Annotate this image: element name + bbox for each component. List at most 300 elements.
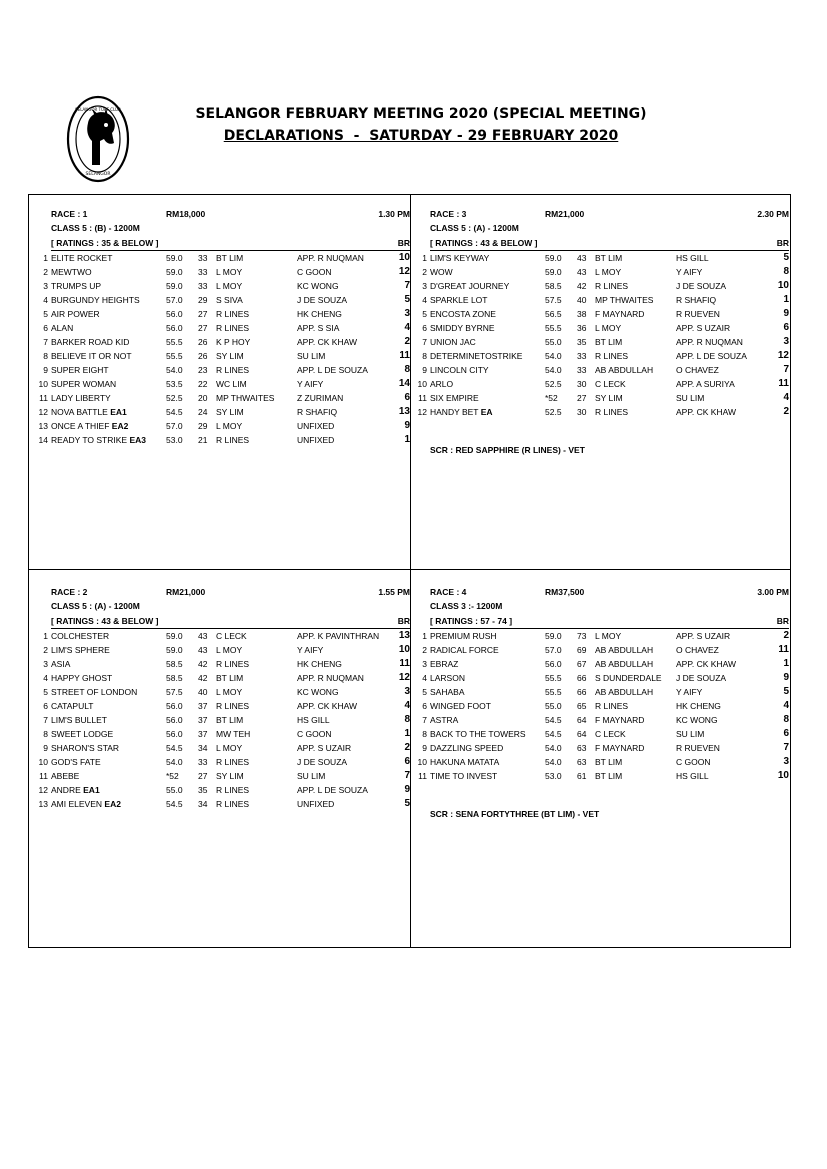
horse-name <box>430 265 453 279</box>
trainer-name: WC LIM <box>216 379 247 389</box>
barrier-number: 5 <box>404 798 410 809</box>
jockey-name: APP. L DE SOUZA <box>297 785 368 795</box>
runner-number: 9 <box>422 743 427 753</box>
race-prize: RM21,000 <box>545 209 585 219</box>
jockey-name: APP. S SIA <box>297 323 340 333</box>
runner-number: 1 <box>43 253 48 263</box>
runner-rating: 30 <box>577 379 587 389</box>
runner-rating: 37 <box>198 715 208 725</box>
jockey-name: SU LIM <box>676 729 705 739</box>
barrier-number: 8 <box>404 364 410 375</box>
barrier-number: 4 <box>404 700 410 711</box>
trainer-name: BT LIM <box>595 337 623 347</box>
horse-name-text: SWEET LODGE <box>51 729 114 739</box>
race-time: 1.30 PM <box>378 209 410 219</box>
runner-weight: 57.0 <box>166 295 183 305</box>
horse-name <box>51 741 119 755</box>
barrier-number: 1 <box>783 658 789 669</box>
jockey-name: APP. S UZAIR <box>676 323 731 333</box>
trainer-name: R LINES <box>595 351 629 361</box>
horse-name <box>51 699 94 713</box>
barrier-number: 9 <box>783 308 789 319</box>
horse-name <box>51 727 113 741</box>
horse-name <box>430 741 503 755</box>
runner-rating: 66 <box>577 673 587 683</box>
horse-name <box>51 657 70 671</box>
trainer-name: F MAYNARD <box>595 715 645 725</box>
runner-number: 10 <box>417 379 427 389</box>
horse-name-text: ASIA <box>51 659 71 669</box>
barrier-number: 5 <box>783 252 789 263</box>
trainer-name: BT LIM <box>595 253 623 263</box>
barrier-number: 6 <box>783 728 789 739</box>
runner-rating: 43 <box>198 631 208 641</box>
race-number: RACE : 2 <box>51 587 88 597</box>
emergency-tag: EA2 <box>111 421 129 431</box>
barrier-number: 8 <box>404 714 410 725</box>
jockey-name: C GOON <box>676 757 711 767</box>
runner-row <box>38 377 410 391</box>
barrier-number: 11 <box>399 658 410 669</box>
runner-row <box>417 727 789 741</box>
horse-name <box>430 713 458 727</box>
trainer-name: AB ABDULLAH <box>595 687 654 697</box>
horse-name <box>51 783 100 797</box>
jockey-name: Y AIFY <box>297 645 324 655</box>
horse-name <box>430 391 479 405</box>
scratching-note: SCR : SENA FORTYTHREE (BT LIM) - VET <box>430 809 600 819</box>
runner-weight: 59.0 <box>545 253 562 263</box>
barrier-number: 2 <box>783 406 789 417</box>
trainer-name: R LINES <box>216 701 250 711</box>
barrier-number: 8 <box>783 266 789 277</box>
runner-rating: 64 <box>577 729 587 739</box>
runner-number: 10 <box>38 379 48 389</box>
runner-weight: 57.0 <box>545 645 562 655</box>
horse-name-text: GOD'S FATE <box>51 757 101 767</box>
barrier-header: BR <box>776 616 789 626</box>
trainer-name: SY LIM <box>595 393 623 403</box>
runner-row <box>417 685 789 699</box>
race-header <box>417 587 789 601</box>
runner-number: 2 <box>43 645 48 655</box>
jockey-name: APP. L DE SOUZA <box>676 351 747 361</box>
runner-rating: 69 <box>577 645 587 655</box>
runner-rating: 67 <box>577 659 587 669</box>
trainer-name: MP THWAITES <box>216 393 275 403</box>
runner-rating: 27 <box>198 309 208 319</box>
race-class: CLASS 5 : (A) - 1200M <box>430 223 519 233</box>
runner-number: 9 <box>43 365 48 375</box>
runner-row <box>417 349 789 363</box>
runner-number: 1 <box>422 253 427 263</box>
runner-weight: 54.5 <box>166 799 183 809</box>
horse-name-text: ARLO <box>430 379 454 389</box>
barrier-number: 3 <box>404 686 410 697</box>
runner-row <box>38 755 410 769</box>
runner-row <box>38 251 410 265</box>
barrier-number: 10 <box>777 280 789 291</box>
horse-name-text: CATAPULT <box>51 701 94 711</box>
runner-rating: 22 <box>198 379 208 389</box>
jockey-name: C GOON <box>297 267 332 277</box>
runner-row <box>38 685 410 699</box>
barrier-number: 7 <box>783 742 789 753</box>
runner-rating: 43 <box>577 253 587 263</box>
barrier-number: 12 <box>398 672 410 683</box>
horse-name <box>430 251 489 265</box>
runner-row <box>417 251 789 265</box>
runner-row <box>417 741 789 755</box>
horse-name-text: TIME TO INVEST <box>430 771 498 781</box>
horse-name <box>51 265 92 279</box>
jockey-name: J DE SOUZA <box>297 757 348 767</box>
horse-name <box>430 755 499 769</box>
race-class: CLASS 5 : (B) - 1200M <box>51 223 140 233</box>
horse-name <box>51 279 101 293</box>
runner-row <box>417 405 789 419</box>
trainer-name: F MAYNARD <box>595 743 645 753</box>
runner-rating: 40 <box>577 295 587 305</box>
runner-weight: 54.0 <box>545 351 562 361</box>
jockey-name: APP. R NUQMAN <box>297 253 364 263</box>
race-number: RACE : 4 <box>430 587 467 597</box>
runner-row <box>38 657 410 671</box>
runner-number: 11 <box>39 771 48 781</box>
trainer-name: L MOY <box>216 743 243 753</box>
runner-number: 3 <box>422 281 427 291</box>
runner-weight: 54.0 <box>545 743 562 753</box>
barrier-number: 14 <box>398 378 410 389</box>
trainer-name: SY LIM <box>216 407 244 417</box>
horse-name-text: HAPPY GHOST <box>51 673 113 683</box>
runner-rating: 63 <box>577 757 587 767</box>
horse-name-text: MEWTWO <box>51 267 92 277</box>
runner-row <box>38 293 410 307</box>
runner-number: 2 <box>422 267 427 277</box>
horse-name-text: ASTRA <box>430 715 459 725</box>
runner-rating: 37 <box>198 729 208 739</box>
trainer-name: L MOY <box>595 323 622 333</box>
race-time: 1.55 PM <box>378 587 410 597</box>
runner-row <box>417 713 789 727</box>
jockey-name: APP. K PAVINTHRAN <box>297 631 380 641</box>
jockey-name: Y AIFY <box>297 379 324 389</box>
horse-name <box>51 797 121 811</box>
runner-number: 8 <box>43 351 48 361</box>
horse-name-text: HANDY BET <box>430 407 479 417</box>
barrier-number: 7 <box>783 364 789 375</box>
logo-text-top: SELANGOR TURF CLUB <box>75 107 121 112</box>
runner-weight: 56.0 <box>166 729 183 739</box>
runner-row <box>38 405 410 419</box>
race-header <box>38 209 410 223</box>
jockey-name: APP. CK KHAW <box>676 407 736 417</box>
race-class: CLASS 5 : (A) - 1200M <box>51 601 140 611</box>
trainer-name: R LINES <box>216 659 250 669</box>
runner-number: 7 <box>422 337 427 347</box>
horse-name <box>51 307 100 321</box>
barrier-number: 6 <box>404 392 410 403</box>
runner-rating: 38 <box>577 309 587 319</box>
horse-name-text: ANDRE <box>51 785 81 795</box>
runner-weight: *52 <box>545 393 558 403</box>
horse-name <box>51 363 109 377</box>
horse-name-text: LIM'S BULLET <box>51 715 107 725</box>
runner-number: 6 <box>43 323 48 333</box>
barrier-number: 1 <box>404 728 410 739</box>
horse-name <box>51 713 107 727</box>
scratching-note: SCR : RED SAPPHIRE (R LINES) - VET <box>430 445 585 455</box>
runner-number: 9 <box>422 365 427 375</box>
runner-row <box>417 377 789 391</box>
horse-name-text: LARSON <box>430 673 465 683</box>
race-class: CLASS 3 :- 1200M <box>430 601 503 611</box>
horse-name-text: SMIDDY BYRNE <box>430 323 495 333</box>
trainer-name: L MOY <box>595 631 622 641</box>
horse-name-text: BELIEVE IT OR NOT <box>51 351 132 361</box>
runner-weight: 54.5 <box>545 729 562 739</box>
runner-weight: 56.5 <box>545 309 562 319</box>
emergency-tag: EA1 <box>83 785 100 795</box>
runner-row <box>38 307 410 321</box>
horse-name-text: LADY LIBERTY <box>51 393 111 403</box>
runner-row <box>38 335 410 349</box>
trainer-name: BT LIM <box>216 253 244 263</box>
race-time: 3.00 PM <box>757 587 789 597</box>
jockey-name: R SHAFIQ <box>297 407 338 417</box>
runner-rating: 26 <box>198 351 208 361</box>
horse-name-text: DETERMINETOSTRIKE <box>430 351 523 361</box>
horse-name <box>51 643 110 657</box>
barrier-number: 1 <box>404 434 410 445</box>
runner-row <box>38 699 410 713</box>
runner-row <box>417 671 789 685</box>
trainer-name: R LINES <box>595 281 629 291</box>
runner-number: 8 <box>422 729 427 739</box>
runner-number: 10 <box>38 757 48 767</box>
race-block <box>417 587 789 819</box>
trainer-name: BT LIM <box>595 771 623 781</box>
runner-rating: 33 <box>198 253 208 263</box>
race-ratings: [ RATINGS : 57 - 74 ] <box>430 616 513 626</box>
runner-weight: 54.0 <box>545 757 562 767</box>
race-block <box>38 587 410 811</box>
runner-rating: 33 <box>198 281 208 291</box>
barrier-number: 11 <box>399 350 410 361</box>
runner-number: 7 <box>422 715 427 725</box>
runner-row <box>417 335 789 349</box>
jockey-name: HS GILL <box>676 253 709 263</box>
jockey-name: HS GILL <box>676 771 709 781</box>
horse-name-text: WINGED FOOT <box>430 701 491 711</box>
jockey-name: APP. CK KHAW <box>297 701 357 711</box>
horse-name <box>430 629 497 643</box>
barrier-number: 9 <box>783 672 789 683</box>
trainer-name: BT LIM <box>216 715 244 725</box>
jockey-name: Z ZURIMAN <box>297 393 344 403</box>
horse-name <box>430 377 453 391</box>
runner-number: 8 <box>43 729 48 739</box>
runner-rating: 29 <box>198 421 208 431</box>
barrier-number: 3 <box>404 308 410 319</box>
race-prize: RM18,000 <box>166 209 206 219</box>
barrier-number: 11 <box>778 378 789 389</box>
jockey-name: C GOON <box>297 729 332 739</box>
horse-name-text: LIM'S SPHERE <box>51 645 110 655</box>
runner-rating: 29 <box>198 295 208 305</box>
runner-number: 5 <box>43 687 48 697</box>
trainer-name: F MAYNARD <box>595 309 645 319</box>
runner-row <box>417 279 789 293</box>
runner-weight: 55.5 <box>545 687 562 697</box>
trainer-name: R LINES <box>595 701 629 711</box>
race-ratings: [ RATINGS : 43 & BELOW ] <box>430 238 538 248</box>
jockey-name: SU LIM <box>297 351 326 361</box>
runner-weight: 57.5 <box>545 295 562 305</box>
horse-name <box>430 671 465 685</box>
runner-row <box>417 629 789 643</box>
runner-weight: 56.0 <box>166 701 183 711</box>
runner-weight: 57.0 <box>166 421 183 431</box>
barrier-number: 2 <box>404 336 410 347</box>
emergency-tag: EA2 <box>104 799 121 809</box>
horse-name-text: BURGUNDY HEIGHTS <box>51 295 140 305</box>
barrier-number: 8 <box>783 714 789 725</box>
jockey-name: KC WONG <box>297 281 339 291</box>
trainer-name: R LINES <box>216 435 250 445</box>
runner-weight: 53.5 <box>166 379 183 389</box>
barrier-number: 10 <box>398 252 410 263</box>
runner-row <box>417 265 789 279</box>
barrier-number: 4 <box>783 700 789 711</box>
horse-name <box>51 433 146 447</box>
runner-rating: 34 <box>198 799 208 809</box>
trainer-name: R LINES <box>216 799 250 809</box>
race-time: 2.30 PM <box>757 209 789 219</box>
barrier-number: 12 <box>777 350 789 361</box>
runner-rating: 33 <box>577 351 587 361</box>
trainer-name: AB ABDULLAH <box>595 659 654 669</box>
runner-row <box>38 419 410 433</box>
barrier-number: 12 <box>398 266 410 277</box>
runner-weight: 56.0 <box>166 323 183 333</box>
race-prize: RM37,500 <box>545 587 585 597</box>
jockey-name: Y AIFY <box>676 267 703 277</box>
runner-number: 4 <box>422 673 427 683</box>
runner-rating: 21 <box>198 435 208 445</box>
runner-row <box>417 755 789 769</box>
declarations-date: DECLARATIONS - SATURDAY - 29 FEBRUARY 2020 <box>223 128 619 144</box>
runner-weight: 55.5 <box>166 337 183 347</box>
runner-rating: 34 <box>198 743 208 753</box>
horse-name <box>51 629 109 643</box>
runner-weight: 55.5 <box>166 351 183 361</box>
trainer-name: SY LIM <box>216 771 244 781</box>
barrier-number: 10 <box>777 770 789 781</box>
runner-number: 8 <box>422 351 427 361</box>
runner-rating: 43 <box>198 645 208 655</box>
trainer-name: BT LIM <box>216 673 244 683</box>
horse-name-text: SUPER EIGHT <box>51 365 109 375</box>
horse-name-text: SIX EMPIRE <box>430 393 479 403</box>
horse-name-text: NOVA BATTLE <box>51 407 108 417</box>
horse-name-text: SHARON'S STAR <box>51 743 120 753</box>
runner-row <box>38 349 410 363</box>
trainer-name: R LINES <box>216 785 250 795</box>
runner-number: 1 <box>422 631 427 641</box>
horse-name <box>51 405 127 419</box>
horse-name-text: ONCE A THIEF <box>51 421 110 431</box>
race-ratings-row <box>51 615 410 629</box>
runner-rating: 36 <box>577 323 587 333</box>
horse-name <box>51 293 140 307</box>
horse-name-text: SUPER WOMAN <box>51 379 117 389</box>
horse-name-text: HAKUNA MATATA <box>430 757 500 767</box>
horse-name <box>430 699 491 713</box>
runner-weight: 55.0 <box>545 337 562 347</box>
runner-rating: 27 <box>198 323 208 333</box>
runner-number: 11 <box>39 393 48 403</box>
runner-number: 6 <box>422 701 427 711</box>
race-ratings-row <box>430 237 789 251</box>
jockey-name: HK CHENG <box>297 309 342 319</box>
jockey-name: R RUEVEN <box>676 309 720 319</box>
barrier-number: 9 <box>404 784 410 795</box>
runner-rating: 24 <box>198 407 208 417</box>
runner-number: 5 <box>422 687 427 697</box>
trainer-name: L MOY <box>595 267 622 277</box>
horse-name <box>51 685 137 699</box>
jockey-name: APP. CK KHAW <box>676 659 736 669</box>
runner-weight: 52.5 <box>545 407 562 417</box>
trainer-name: S DUNDERDALE <box>595 673 662 683</box>
barrier-header: BR <box>776 238 789 248</box>
runner-number: 4 <box>422 295 427 305</box>
trainer-name: L MOY <box>216 421 243 431</box>
horse-name-text: BACK TO THE TOWERS <box>430 729 526 739</box>
runner-row <box>38 265 410 279</box>
runner-row <box>417 657 789 671</box>
runner-rating: 63 <box>577 743 587 753</box>
runner-row <box>38 797 410 811</box>
horse-name <box>430 321 495 335</box>
runner-rating: 42 <box>198 673 208 683</box>
horse-name <box>430 335 476 349</box>
runner-number: 13 <box>38 799 48 809</box>
runner-rating: 37 <box>198 701 208 711</box>
trainer-name: BT LIM <box>595 757 623 767</box>
barrier-number: 4 <box>783 392 789 403</box>
trainer-name: C LECK <box>595 729 626 739</box>
emergency-tag: EA <box>480 407 493 417</box>
horse-name-text: PREMIUM RUSH <box>430 631 497 641</box>
runner-rating: 42 <box>198 659 208 669</box>
jockey-name: J DE SOUZA <box>676 281 727 291</box>
barrier-number: 6 <box>783 322 789 333</box>
horse-name-text: DAZZLING SPEED <box>430 743 504 753</box>
barrier-number: 3 <box>783 756 789 767</box>
runner-number: 13 <box>38 421 48 431</box>
horse-name-text: AMI ELEVEN <box>51 799 103 809</box>
grid-divider-horizontal <box>28 569 791 570</box>
runner-number: 4 <box>43 295 48 305</box>
runner-weight: 55.0 <box>545 701 562 711</box>
horse-name-text: COLCHESTER <box>51 631 110 641</box>
runner-weight: *52 <box>166 771 179 781</box>
horse-name-text: ALAN <box>51 323 74 333</box>
horse-name <box>51 321 73 335</box>
